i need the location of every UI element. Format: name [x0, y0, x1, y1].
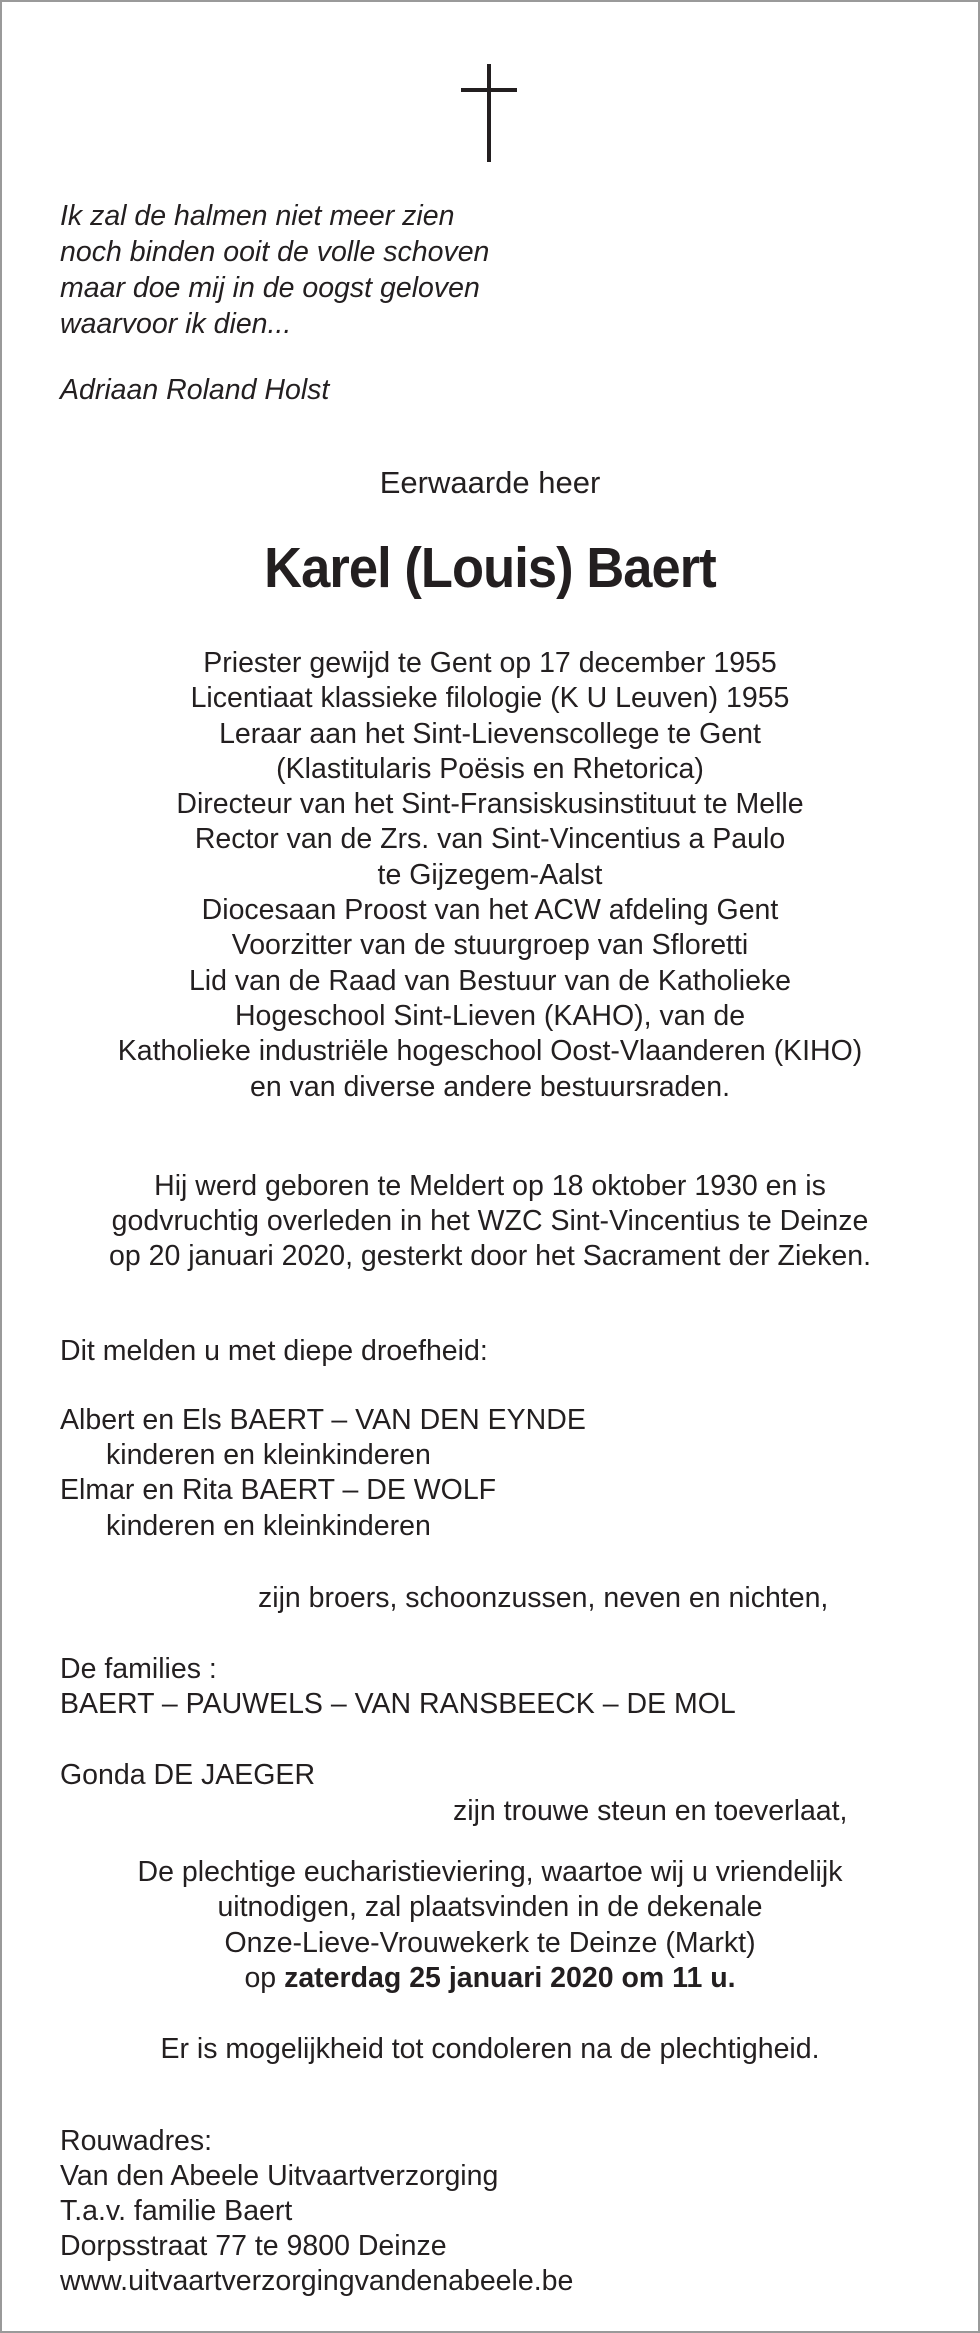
service-date-line — [2, 1961, 978, 1996]
family-1-name: Albert en Els BAERT – VAN DEN EYNDE — [60, 1404, 586, 1436]
poem-line: waarvoor ik dien... — [60, 308, 292, 340]
gonda-sub: zijn trouwe steun en toeverlaat, — [453, 1795, 848, 1827]
biography — [2, 646, 978, 1105]
bio-line: Lid van de Raad van Bestuur van de Katholieke — [188, 964, 792, 997]
bio-line: Priester gewijd te Gent op 17 december 1955 — [203, 647, 777, 679]
poem-line: noch binden ooit de volle schoven — [60, 236, 490, 268]
families-label: De families : — [60, 1653, 217, 1685]
service-paragraph — [2, 1855, 978, 1996]
family-2-name: Elmar en Rita BAERT – DE WOLF — [60, 1474, 497, 1506]
siblings-line: zijn broers, schoonzussen, neven en nichten, — [258, 1582, 829, 1614]
birth-death-paragraph — [2, 1169, 978, 1274]
bio-line: Directeur van het Sint-Fransiskusinstituut te Melle — [176, 788, 804, 821]
service-date-prefix: op — [244, 1961, 277, 1994]
bio-line: Diocesaan Proost van het ACW afdeling Gent — [201, 894, 779, 927]
mourning-address — [60, 2124, 573, 2299]
poem — [60, 198, 489, 342]
bio-line: Rector van de Zrs. van Sint-Vincentius a Paulo — [194, 823, 786, 856]
family-2-sub: kinderen en kleinkinderen — [106, 1510, 431, 1542]
service-line: De plechtige eucharistieviering, waartoe wij u vriendelijk — [137, 1856, 843, 1888]
bio-line: Hogeschool Sint-Lieven (KAHO), van de — [234, 999, 746, 1032]
address-line: T.a.v. familie Baert — [60, 2195, 293, 2227]
poem-line: maar doe mij in de oogst geloven — [60, 272, 480, 304]
gonda-name: Gonda DE JAEGER — [60, 1759, 316, 1791]
bio-line: Leraar aan het Sint-Lievenscollege te Gent — [219, 717, 761, 750]
address-website[interactable]: www.uitvaartverzorgingvandenabeele.be — [60, 2265, 574, 2297]
announcement: Dit melden u met diepe droefheid: — [60, 1335, 488, 1367]
service-date: zaterdag 25 januari 2020 om 11 u. — [284, 1961, 736, 1994]
poem-author: Adriaan Roland Holst — [60, 374, 330, 406]
honorific: Eerwaarde heer — [379, 465, 601, 500]
poem-line: Ik zal de halmen niet meer zien — [60, 200, 455, 232]
address-line: Rouwadres: — [60, 2125, 213, 2157]
address-line: Van den Abeele Uitvaartverzorging — [60, 2160, 499, 2192]
cross-icon — [459, 64, 519, 162]
bio-line: Katholieke industriële hogeschool Oost-Vlaanderen (KIHO) — [117, 1035, 863, 1068]
address-line: Dorpsstraat 77 te 9800 Deinze — [60, 2230, 447, 2262]
condolence-note: Er is mogelijkheid tot condoleren na de plechtigheid. — [160, 2033, 820, 2065]
bio-line: en van diverse andere bestuursraden. — [249, 1070, 731, 1103]
birth-line: op 20 januari 2020, gesterkt door het Sacrament der Zieken. — [108, 1240, 872, 1272]
birth-line: godvruchtig overleden in het WZC Sint-Vincentius te Deinze — [111, 1205, 869, 1237]
service-line: uitnodigen, zal plaatsvinden in de dekenale — [217, 1891, 763, 1924]
families-names: BAERT – PAUWELS – VAN RANSBEECK – DE MOL — [60, 1688, 736, 1720]
bio-line: (Klastitularis Poësis en Rhetorica) — [276, 752, 704, 785]
birth-line: Hij werd geboren te Meldert op 18 oktober 1930 en is — [154, 1170, 826, 1202]
bio-line: Licentiaat klassieke filologie (K U Leuven) 1955 — [190, 682, 790, 715]
service-line: Onze-Lieve-Vrouwekerk te Deinze (Markt) — [224, 1926, 756, 1959]
family-1-sub: kinderen en kleinkinderen — [106, 1439, 431, 1471]
bio-line: te Gijzegem-Aalst — [377, 858, 603, 891]
bio-line: Voorzitter van de stuurgroep van Sfloretti — [231, 929, 749, 962]
deceased-name: Karel (Louis) Baert — [264, 536, 716, 600]
